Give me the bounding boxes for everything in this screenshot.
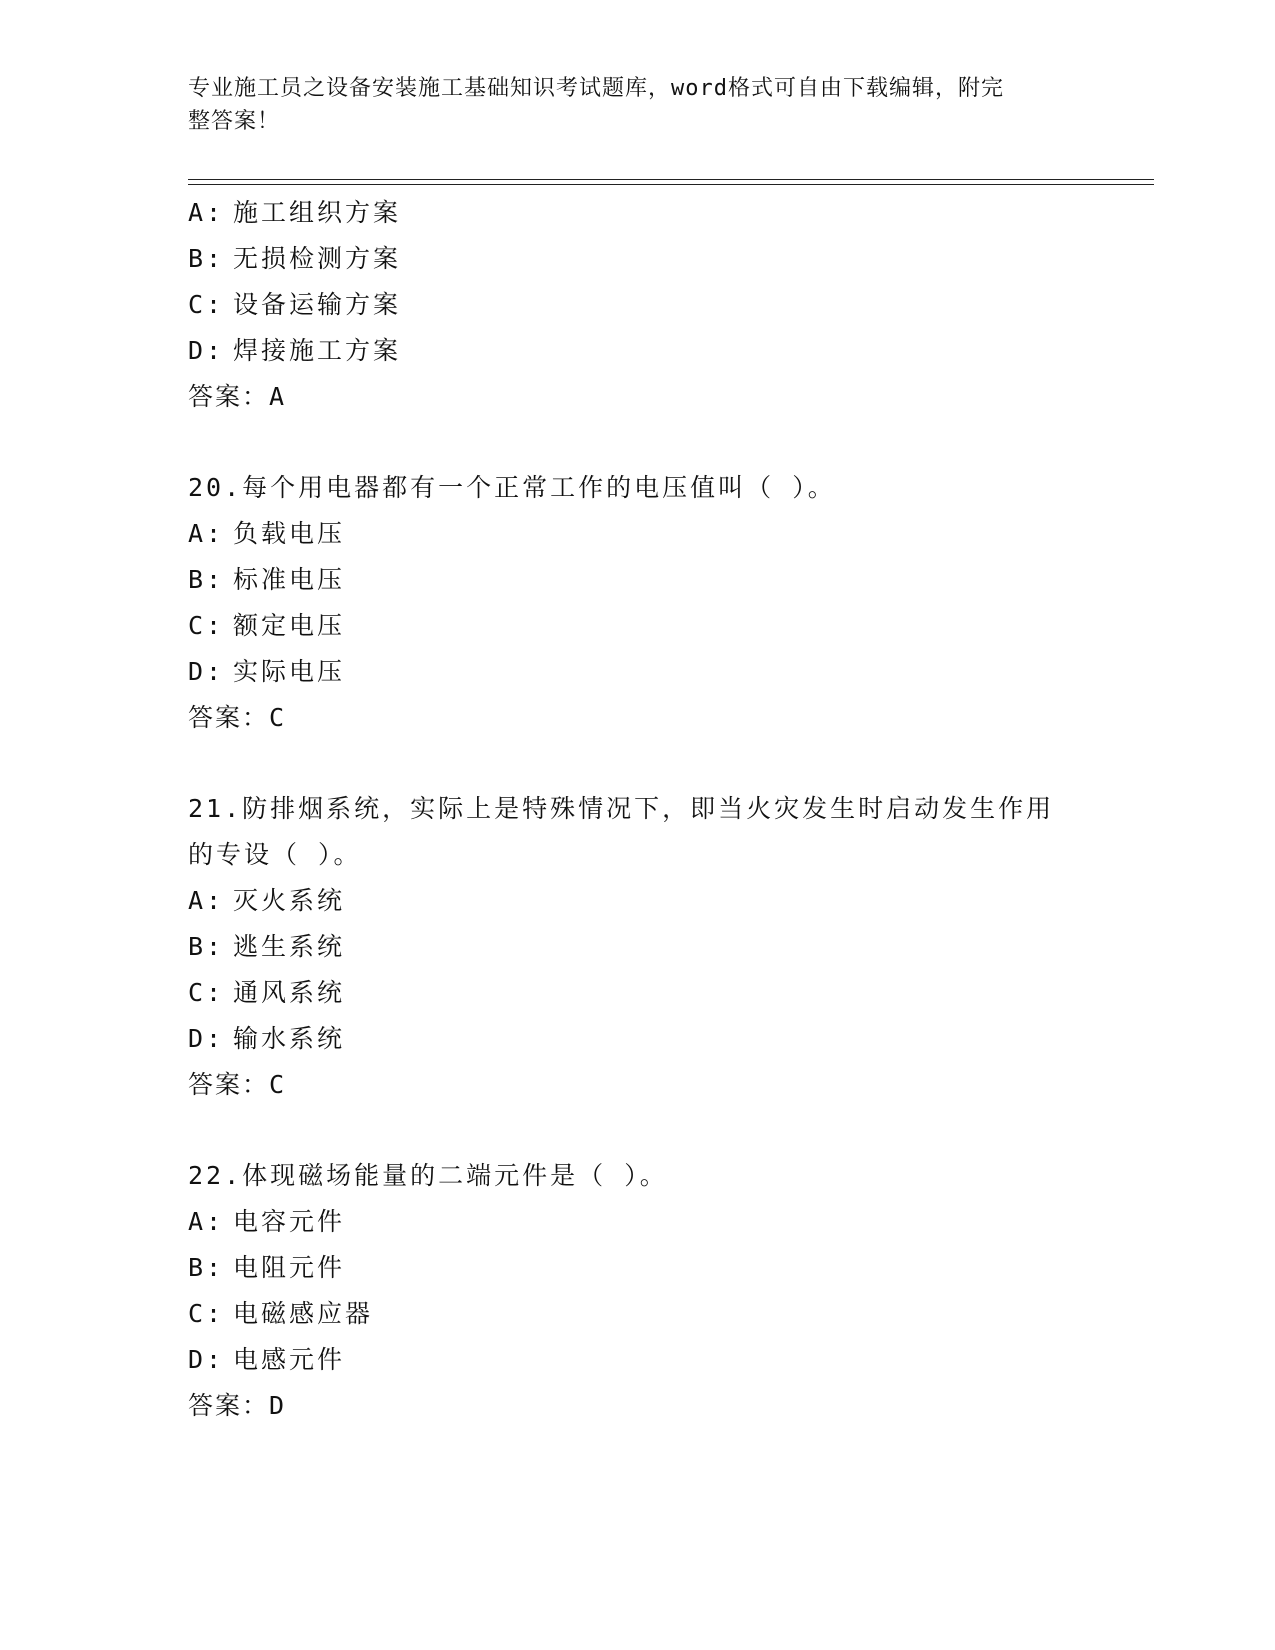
option-a: A: 施工组织方案 [188,198,402,227]
question-list [188,190,1088,1429]
answer: 答案：C [188,1070,287,1099]
document-header [188,72,1068,138]
question-text: 22.体现磁场能量的二端元件是（ ）。 [188,1161,668,1190]
option-b: B: 逃生系统 [188,932,346,961]
option-b: B: 电阻元件 [188,1253,346,1282]
question-block-21 [188,786,1088,1108]
question-text-line-2: 的专设（ ）。 [188,840,362,869]
question-block-20 [188,465,1088,741]
option-d: D: 焊接施工方案 [188,336,402,365]
question-text: 20.每个用电器都有一个正常工作的电压值叫（ ）。 [188,473,836,502]
question-block-19 [188,190,1088,420]
option-c: C: 额定电压 [188,611,346,640]
header-line-1: 专业施工员之设备安装施工基础知识考试题库，word格式可自由下载编辑，附完 [188,76,1004,101]
option-c: C: 通风系统 [188,978,346,1007]
answer: 答案：C [188,703,287,732]
question-block-22 [188,1153,1088,1429]
option-a: A: 负载电压 [188,519,346,548]
option-b: B: 标准电压 [188,565,346,594]
question-text-line-1: 21.防排烟系统，实际上是特殊情况下，即当火灾发生时启动发生作用 [188,794,1055,823]
answer: 答案：A [188,382,287,411]
header-line-2: 整答案！ [188,109,281,134]
option-d: D: 电感元件 [188,1345,346,1374]
header-divider-bottom [188,184,1154,185]
option-d: D: 输水系统 [188,1024,346,1053]
option-b: B: 无损检测方案 [188,244,402,273]
answer: 答案：D [188,1391,287,1420]
option-d: D: 实际电压 [188,657,346,686]
option-a: A: 灭火系统 [188,886,346,915]
option-c: C: 设备运输方案 [188,290,402,319]
header-divider-top [188,179,1154,180]
option-c: C: 电磁感应器 [188,1299,374,1328]
option-a: A: 电容元件 [188,1207,346,1236]
